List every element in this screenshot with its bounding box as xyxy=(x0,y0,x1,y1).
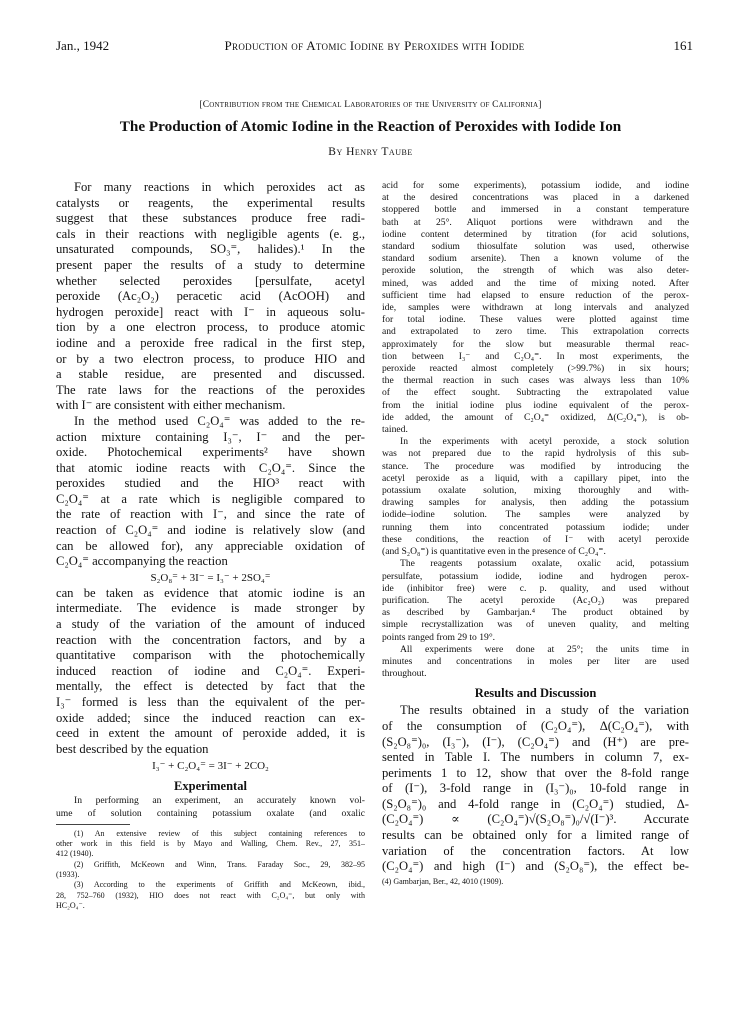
text-line: hydrogen peroxide] react with I⁻ in aqueous solu- xyxy=(56,304,365,319)
text-line: ide (inhibitor free) were c. p. quality, and used without xyxy=(382,582,689,594)
text-line: of (I⁻), 3-fold range in (I₃⁻)₀, 10-fold range in xyxy=(382,781,689,796)
text-line: suggest that these substances produce free radi- xyxy=(56,211,365,226)
text-line: from the initial iodine plus iodine equivalent of the perox- xyxy=(382,399,689,411)
text-line: mined, was added and the time of mixing noted. After xyxy=(382,277,689,289)
footnote-4: (4) Gambarjan, Ber., 42, 4010 (1909). xyxy=(382,876,504,886)
text-line: mentally, the effect is detected by fact that the xyxy=(56,679,365,694)
text-line: iodine and a peroxide free radical in the first step, xyxy=(56,335,365,350)
text-line: oxide added; since the induced reaction can ex- xyxy=(56,710,365,725)
text-line: of the effect sought. Subtracting the extrapolated value xyxy=(382,387,689,399)
text-line: In the method used C₂O₄⁼ was added to the re- xyxy=(74,413,365,428)
text-line: (1933). xyxy=(56,869,80,879)
text-line: bath at 25°. Aliquot portions were withdrawn and the xyxy=(382,216,689,228)
text-line: standard sodium thiosulfate solution was used, otherwise xyxy=(382,241,689,253)
text-line: iodine content determined by titration (for acid solutions, xyxy=(382,228,689,240)
text-line: For many reactions in which peroxides act as xyxy=(74,180,365,194)
text-line: induced reaction of iodine and C₂O₄⁼. Experi- xyxy=(56,663,365,678)
text-line: ume of solution containing potassium oxalate (and oxalic xyxy=(56,807,365,819)
text-line: running them into concentrated potassium iodide; under xyxy=(382,521,689,533)
equation-persulfate: S₂O₈⁼ + 3I⁻ = I₃⁻ + 2SO₄⁼ xyxy=(150,571,271,584)
text-line: acid for some experiments), potassium iodide, and iodine xyxy=(382,180,689,191)
text-line: the thermal reaction in such cases was always less than 10% xyxy=(382,375,689,387)
text-line: sented in Table I. The numbers in column 7, ex- xyxy=(382,750,689,765)
text-line: ide added, the amount of C₂O₄⁼ oxidized, Δ(C₂O₄⁼), is ob- xyxy=(382,411,689,423)
text-line: points ranged from 29 to 19°. xyxy=(382,631,496,643)
text-line: (S₂O₈⁼)₀ and 4-fold range in (C₂O₄⁼) studied, Δ- xyxy=(382,796,689,811)
text-line: ceed in extent the amount of peroxide added, it is xyxy=(56,726,365,741)
text-line: acetyl peroxide as a liquid, with a capillary pipet, into the xyxy=(382,472,689,484)
text-line: the rate of reaction with I⁻, and since the rate of xyxy=(56,507,365,522)
text-line: catalysts or reagents, the experimental results xyxy=(56,195,365,210)
text-line: reaction with the concentration factors, and by a xyxy=(56,632,365,647)
right-column xyxy=(382,180,689,887)
footnote-rule xyxy=(56,824,130,825)
text-line: 28, 752–760 (1932), HIO does not react with C₂O₄⁼, but only with xyxy=(56,890,365,900)
text-line: periments 1 to 12, show that over the 8-fold range xyxy=(382,765,689,780)
text-line: minutes and concentrations in moles per liter are used xyxy=(382,655,689,667)
text-line: The results obtained in a study of the variation xyxy=(400,703,689,718)
text-line: throughout. xyxy=(382,668,427,680)
text-line: and extrapolated to zero time. This extrapolation corrects xyxy=(382,326,689,338)
text-line: All experiments were done at 25°; the units time in xyxy=(400,643,689,655)
text-line: was not prepared due to the rapid hydrolysis of this sub- xyxy=(382,448,689,460)
text-line: best described by the equation xyxy=(56,741,209,756)
text-line: potassium oxalate solution, mixing thoroughly and with- xyxy=(382,485,689,497)
text-line: a study of the variation of the amount of induced xyxy=(56,617,365,632)
text-line: action mixture containing I₃⁻, I⁻ and the per- xyxy=(56,429,365,444)
text-line: (C₂O₄⁼) ∝ (C₂O₄⁼)√(S₂O₈⁼)₀/√(I⁻)³. Accurate xyxy=(382,812,689,827)
text-line: (and S₂O₈⁼) is quantitative even in the presence of C₂O₄⁼. xyxy=(382,546,606,558)
text-line: (S₂O₈⁼)₀, (I₃⁻), (I⁻), (C₂O₄⁼) and (H⁺) are pre- xyxy=(382,734,689,749)
text-line: these conditions, the reaction of I⁻ with acetyl peroxide xyxy=(382,533,689,545)
text-line: oxide. Photochemical experiments² have shown xyxy=(56,445,365,460)
text-line: sufficient time had elapsed to ensure reduction of the perox- xyxy=(382,289,689,301)
text-line: that atomic iodine reacts with C₂O₄⁼. Since the xyxy=(56,460,365,475)
text-line: results can be obtained only for a limited range of xyxy=(382,828,689,843)
text-line: iodide–iodine solution. The samples were analyzed by xyxy=(382,509,689,521)
text-line: (1) An extensive review of this subject containing references to xyxy=(74,828,365,838)
left-column xyxy=(56,180,365,911)
text-line: HC₂O₄⁻. xyxy=(56,900,85,910)
text-line: tained. xyxy=(382,424,408,436)
text-line: C₂O₄⁼ accompanying the reaction xyxy=(56,554,228,569)
text-line: of the consumption of (C₂O₄⁼), Δ(C₂O₄⁼), with xyxy=(382,718,689,733)
text-line: present paper the results of a study to determine xyxy=(56,257,365,272)
text-line: stoppered bottle and immersed in a constant temperature xyxy=(382,204,689,216)
text-line: for total iodine. These values were plotted against time xyxy=(382,314,689,326)
article-author: By Henry Taube xyxy=(328,146,413,158)
text-line: or by a two electron process, to produce HIO and xyxy=(56,351,365,366)
text-line: whether selected peroxides [persulfate, acetyl xyxy=(56,273,365,288)
header-running-title: Production of Atomic Iodine by Peroxides with Iodide xyxy=(224,38,525,53)
text-line: as described by Gambarjan.⁴ The product obtained by xyxy=(382,607,689,619)
header-page-number: 161 xyxy=(673,38,693,53)
text-line: reaction of C₂O₄⁼ and iodine is relatively slow (and xyxy=(56,523,365,538)
text-line: C₂O₄⁼ at a rate which is negligible compared to xyxy=(56,491,365,506)
header-date: Jan., 1942 xyxy=(56,38,110,53)
text-line: stance. The procedure was modified by introducing the xyxy=(382,460,689,472)
article-title: The Production of Atomic Iodine in the Reaction of Peroxides with Iodide Ion xyxy=(119,118,622,135)
text-line: In the experiments with acetyl peroxide, a stock solution xyxy=(400,436,689,448)
text-line: standard sodium arsenite). Then a known volume of the xyxy=(382,253,689,265)
text-line: 412 (1940). xyxy=(56,849,94,859)
text-line: peroxide (Ac₂O₂) peracetic acid (AcOOH) and xyxy=(56,289,365,304)
contribution-line: [Contribution from the Chemical Laboratories of the University of California] xyxy=(199,100,542,110)
text-line: quantitative comparison with the photochemically xyxy=(56,648,365,663)
text-line: I₃⁻ formed is less than the equivalent of the per- xyxy=(56,695,365,709)
text-line: with I⁻ are consistent with either mechanism. xyxy=(56,398,286,413)
text-line: (C₂O₄⁼) and high (I⁻) and (S₂O₈⁼), the effect be- xyxy=(382,859,689,874)
text-line: tion between I₃⁻ and C₂O₄⁼. In most experiments, the xyxy=(382,350,689,362)
text-line: (2) Griffith, McKeown and Winn, Trans. Faraday Soc., 29, 382–95 xyxy=(74,859,365,869)
text-line: unsaturated compounds, SO₃⁼, halides).¹ In the xyxy=(56,242,365,257)
text-line: The rate laws for the reactions of the peroxides xyxy=(56,382,365,397)
text-line: a stable residue, are presented and discussed. xyxy=(56,367,365,382)
text-line: peroxide reacted almost completely (>99.7%) in six hours; xyxy=(382,363,689,375)
text-line: other work in this field is by Mayo and Walling, Chem. Rev., 27, 351– xyxy=(56,839,365,849)
text-line: tion by a one electron process, to produce atomic xyxy=(56,320,365,335)
text-line: peroxide solution, the strength of which was also deter- xyxy=(382,265,689,277)
text-line: drawing samples for analysis, then adding the potassium xyxy=(382,497,689,509)
text-line: peroxides studied and the HIO³ react with xyxy=(56,476,365,491)
text-line: purification. The acetyl peroxide (Ac₂O₂) was prepared xyxy=(382,594,689,606)
text-line: cals in their reactions with negligible agents (e. g., xyxy=(56,226,365,241)
text-line: can be allowed for), any appreciable oxidation of xyxy=(56,538,365,553)
text-line: approximately for the slow but measurable thermal reac- xyxy=(382,338,689,350)
text-line: variation of the concentration factors. At low xyxy=(382,843,689,858)
text-line: (3) According to the experiments of Griffith and McKeown, ibid., xyxy=(74,880,365,890)
text-line: can be taken as evidence that atomic iodine is an xyxy=(56,585,365,600)
text-line: at the desired concentrations was placed in a darkened xyxy=(382,192,689,204)
equation-triiodide-oxalate: I₃⁻ + C₂O₄⁼ = 3I⁻ + 2CO₂ xyxy=(152,760,269,773)
text-line: simple recrystallization was of uneven quality, and melting xyxy=(382,619,689,631)
text-line: ide, samples were withdrawn at long intervals and analyzed xyxy=(382,302,689,314)
text-line: persulfate, potassium iodide, iodine and hydrogen perox- xyxy=(382,570,689,582)
experimental-heading: Experimental xyxy=(174,779,247,794)
text-line: The reagents potassium oxalate, oxalic acid, potassium xyxy=(400,558,689,570)
results-heading: Results and Discussion xyxy=(474,686,597,701)
text-line: intermediate. The evidence is made stronger by xyxy=(56,601,365,616)
text-line: In performing an experiment, an accurately known vol- xyxy=(74,795,365,807)
